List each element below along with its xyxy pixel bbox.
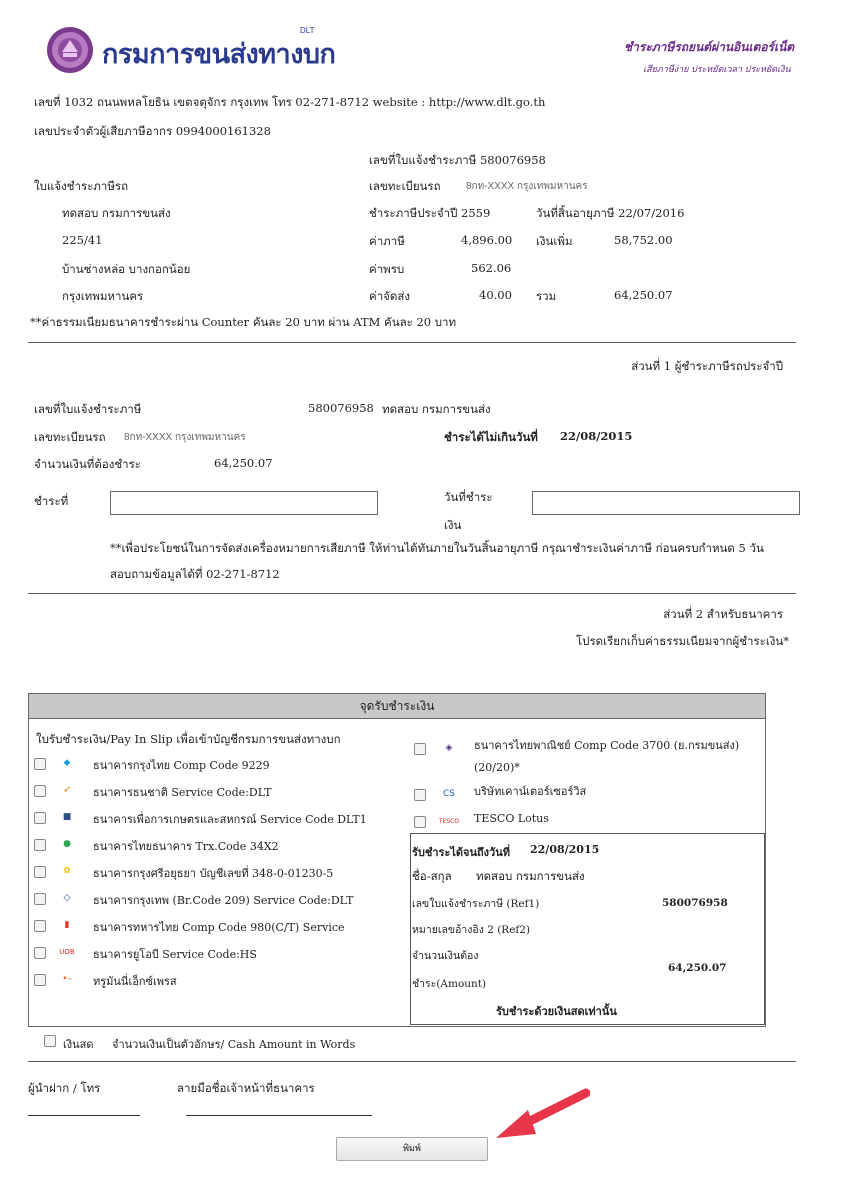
tmb-bank-icon: ▮ [64,920,70,930]
info-amount-label-1: จำนวนเงินต้อง [412,950,479,962]
shipping-label: ค่าจัดส่ง [369,289,410,303]
info-amount-value: 64,250.07 [668,962,727,974]
part1-notice-label: เลขที่ใบแจ้งชำระภาษี [34,402,142,416]
print-button[interactable]: พิมพ์ [336,1137,488,1161]
invoice-title: ใบแจ้งชำระภาษีรถ [34,179,129,193]
part1-amount-value: 64,250.07 [214,456,273,470]
truemoney-icon: •– [62,974,72,984]
tesco-lotus-icon: TESCO [438,817,460,825]
invoice-name: ทดสอบ กรมการขนส่ง [62,206,171,220]
payment-channel-label: ธนาคารไทยธนาคาร Trx.Code 34X2 [93,840,279,853]
tagline-sub: เสียภาษีง่าย ประหยัดเวลา ประหยัดเงิน [643,64,791,74]
thai-bank-icon: ● [63,839,71,849]
paid-date-label-line2: เงิน [444,518,462,532]
address-line: เลขที่ 1032 ถนนพหลโยธิน เขตจตุจักร กรุงเทพ โทร 02-271-8712 website : http://www.dlt.go.th [34,95,546,109]
payment-channel-label [474,808,549,830]
payment-channel-checkbox[interactable] [34,866,46,878]
info-name-label: ชื่อ-สกุล [412,869,452,883]
part2-subtitle: โปรดเรียกเก็บค่าธรรมเนียมจากผู้ชำระเงิน* [575,634,789,648]
payment-channel-checkbox[interactable] [34,920,46,932]
divider [28,342,796,343]
payment-channel-label-line1: TESCO Lotus [474,812,549,825]
total-value: 64,250.07 [614,288,673,302]
payment-panel-header: จุดรับชำระเงิน [29,694,765,719]
payment-channel-checkbox[interactable] [34,758,46,770]
payment-channel-label: ธนาคารทหารไทย Comp Code 980(C/T) Service [93,921,345,934]
insurance-label: ค่าพรบ [369,262,405,276]
cash-words-label: จำนวนเงินเป็นตัวอักษร/ Cash Amount in Words [112,1038,356,1051]
counter-service-icon: CS [443,789,455,799]
payment-channel-label: ธนาคารกรุงเทพ (Br.Code 209) Service Code:DLT [93,894,354,907]
payment-channel-label: ธนาคารกรุงไทย Comp Code 9229 [93,759,270,772]
officer-signature-label: ลายมือชื่อเจ้าหน้าที่ธนาคาร [177,1081,315,1095]
info-ref1-label: เลขใบแจ้งชำระภาษี (Ref1) [412,898,540,910]
paid-date-label [444,483,493,539]
payment-channel-checkbox[interactable] [34,812,46,824]
part1-due-label: ชำระได้ไม่เกินวันที่ [444,430,538,444]
krungsri-bank-icon: ✿ [63,866,71,876]
payment-channel-label [474,735,739,779]
baac-bank-icon: ■ [62,812,72,822]
payment-channel-checkbox[interactable] [34,839,46,851]
paid-at-input[interactable] [110,491,378,515]
part2-title: ส่วนที่ 2 สำหรับธนาคาร [663,607,783,621]
payment-channel-checkbox[interactable] [34,947,46,959]
shipping-value: 40.00 [479,288,512,302]
info-due-label: รับชำระได้จนถึงวันที่ [412,846,510,859]
tax-id-line: เลขประจำตัวผู้เสียภาษีอากร 0994000161328 [34,124,271,138]
invoice-notice-no: เลขที่ใบแจ้งชำระภาษี 580076958 [369,153,546,167]
depositor-signature-label: ผู้นำฝาก / โทร [28,1081,101,1095]
depositor-signature-line [28,1115,140,1116]
org-name: กรมการขนส่งทางบก [102,39,336,69]
thanachart-bank-icon: ➶ [63,785,71,795]
payment-channel-checkbox[interactable] [414,789,426,801]
paid-date-input[interactable] [532,491,800,515]
tax-value: 4,896.00 [461,233,513,247]
paid-date-label-line1: วันที่ชำระ [444,490,493,504]
cash-label: เงินสด [63,1038,94,1051]
payment-channel-label: ธนาคารเพื่อการเกษตรและสหกรณ์ Service Code DLT1 [93,813,367,826]
payment-channel-label-line2: (20/20)* [474,761,520,774]
part1-amount-label: จำนวนเงินที่ต้องชำระ [34,457,141,471]
info-cash-only: รับชำระด้วยเงินสดเท่านั้น [496,1005,617,1018]
pointer-arrow-icon [494,1088,590,1142]
payment-channel-checkbox[interactable] [34,893,46,905]
divider [28,593,796,594]
info-due-value: 22/08/2015 [530,843,600,856]
part1-note-1: **เพื่อประโยชน์ในการจัดส่งเครื่องหมายการเสียภาษี ให้ท่านได้ทันภายในวันสิ้นอายุภาษี กรุณาชำระเงินค่าภาษี ก่อนครบกำหนด 5 วัน [110,541,764,555]
surcharge-value: 58,752.00 [614,233,673,247]
part1-plate-label: เลขทะเบียนรถ [34,430,106,444]
invoice-addr2: บ้านช่างหล่อ บางกอกน้อย [62,262,191,276]
insurance-value: 562.06 [471,261,512,275]
part1-name: ทดสอบ กรมการขนส่ง [382,402,491,416]
payment-channel-checkbox[interactable] [34,974,46,986]
divider [28,1061,796,1062]
payment-channel-label-line1: ธนาคารไทยพาณิชย์ Comp Code 3700 (ย.กรมขนส่ง) [474,739,740,752]
surcharge-label: เงินเพิ่ม [536,234,573,248]
payment-channel-label [474,781,586,803]
part1-note-2: สอบถามข้อมูลได้ที่ 02-271-8712 [110,567,280,581]
payment-intro: ใบรับชำระเงิน/Pay In Slip เพื่อเข้าบัญชีกรมการขนส่งทางบก [36,732,341,746]
tax-label: ค่าภาษี [369,234,405,248]
scb-bank-icon: ◈ [445,743,453,753]
info-ref1-value: 580076958 [662,897,728,909]
invoice-plate-label: เลขทะเบียนรถ [369,179,441,193]
payment-channel-checkbox[interactable] [414,816,426,828]
total-label: รวม [536,289,557,303]
dlt-logo-seal [46,26,94,74]
part1-notice-value: 580076958 [308,401,374,415]
part1-due-value: 22/08/2015 [560,429,633,443]
bangkok-bank-icon: ◇ [63,893,71,903]
officer-signature-line [186,1115,372,1116]
invoice-plate-value: 8กท-XXXX กรุงเทพมหานคร [466,181,588,192]
invoice-addr1: 225/41 [62,233,103,247]
info-ref2-label: หมายเลขอ้างอิง 2 (Ref2) [412,924,531,936]
bank-fee-note: **ค่าธรรมเนียมธนาคารชำระผ่าน Counter คันละ 20 บาท ผ่าน ATM คันละ 20 บาท [30,315,457,329]
org-abbr: DLT [300,26,315,35]
payment-channel-label: ธนาคารกรุงศรีอยุธยา บัญชีเลขที่ 348-0-01230-5 [93,867,334,880]
info-name-value: ทดสอบ กรมการขนส่ง [476,869,585,883]
part1-plate-value: 8กท-XXXX กรุงเทพมหานคร [124,432,246,443]
invoice-tax-year: ชำระภาษีประจำปี 2559 [369,206,491,220]
uob-bank-icon: UOB [59,948,75,956]
krungthai-bank-icon: ◆ [63,758,71,768]
invoice-addr3: กรุงเทพมหานคร [62,289,144,303]
payment-channel-label: ธนาคารยูโอบี Service Code:HS [93,948,257,961]
tagline-main: ชำระภาษีรถยนต์ผ่านอินเตอร์เน็ต [624,40,795,54]
paid-at-label: ชำระที่ [34,494,69,508]
payment-channel-label-line1: บริษัทเคาน์เตอร์เซอร์วิส [474,785,587,798]
payment-channel-checkbox[interactable] [34,785,46,797]
invoice-expiry: วันที่สิ้นอายุภาษี 22/07/2016 [536,206,685,220]
part1-title: ส่วนที่ 1 ผู้ชำระภาษีรถประจำปี [631,359,783,373]
cash-checkbox[interactable] [44,1035,56,1047]
info-amount-label-2: ชำระ(Amount) [412,978,487,990]
payment-channel-checkbox[interactable] [414,743,426,755]
payment-channel-label: ธนาคารธนชาติ Service Code:DLT [93,786,272,799]
payment-channel-label: ทรูมันนี่เอ็กซ์เพรส [93,975,177,988]
